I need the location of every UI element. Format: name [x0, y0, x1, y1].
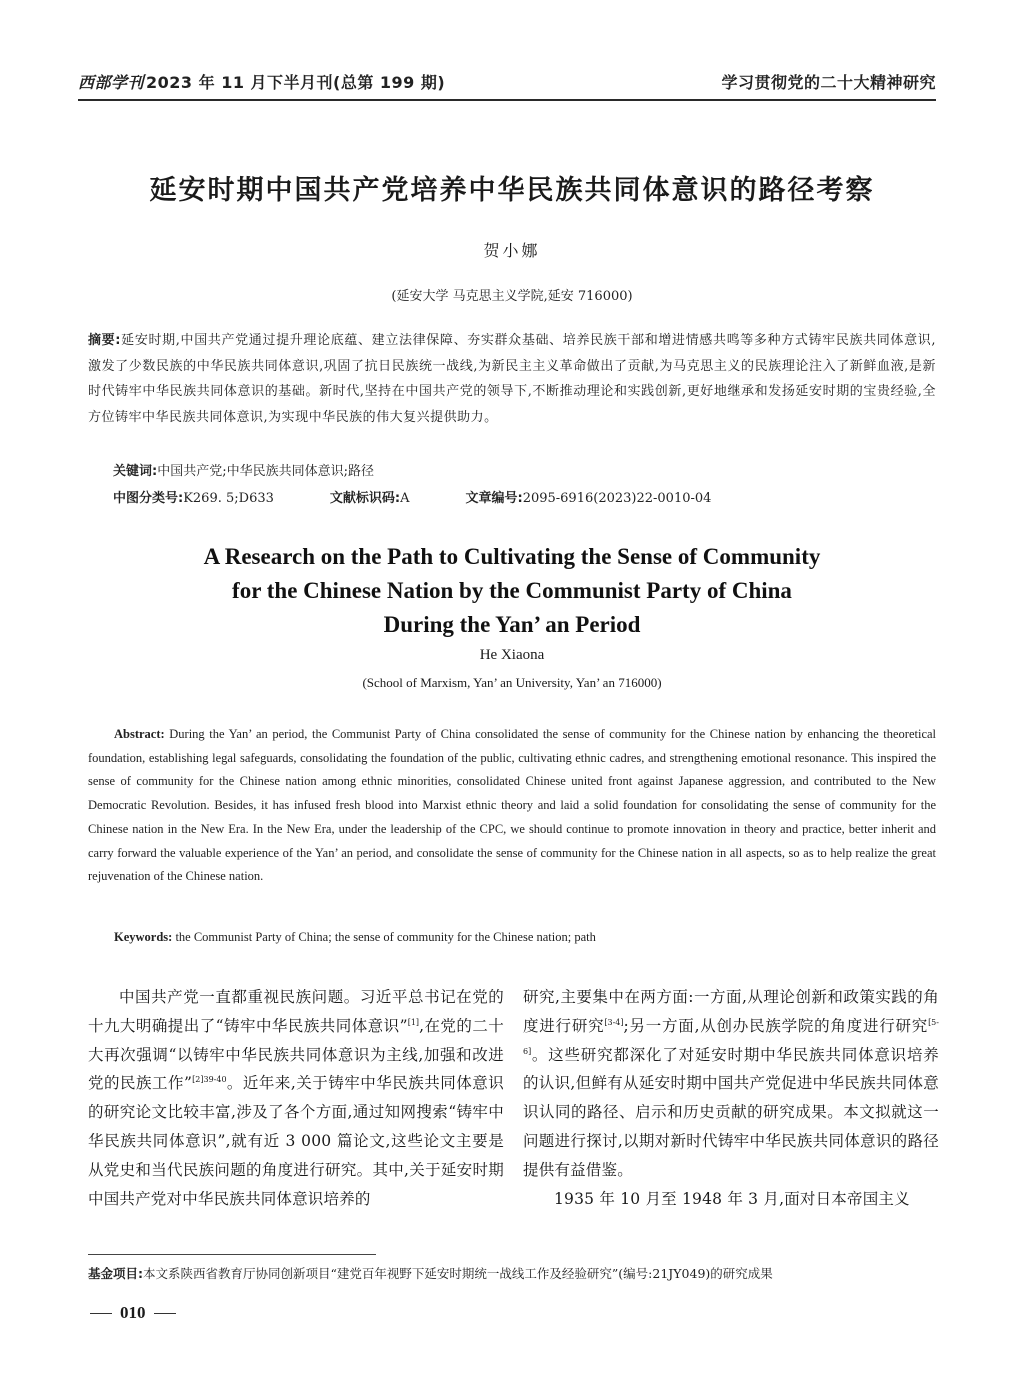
body-text: ;另一方面,从创办民族学院的角度进行研究: [623, 1016, 929, 1035]
page-number-dash: [154, 1313, 176, 1314]
body-text: 研究,主要集中在两方面:一方面,从理论创新和政策实践的角度进行研究: [523, 988, 939, 1035]
chinese-title: 延安时期中国共产党培养中华民族共同体意识的路径考察: [149, 175, 875, 206]
clc-value: K269. 5;D633: [183, 491, 274, 506]
header-rule: [78, 99, 936, 101]
english-keywords-text: the Communist Party of China; the sense of community for the Chinese nation; path: [175, 930, 596, 944]
footnote-text: 本文系陕西省教育厅协同创新项目“建党百年视野下延安时期统一战线工作及经验研究”(编号:21JY049)的研究成果: [143, 1266, 773, 1281]
page-number-dash: [90, 1313, 112, 1314]
document-code: [330, 487, 410, 506]
issue-info: 2023 年 11 月下半月刊(总第 199 期): [146, 73, 446, 92]
running-header: [78, 70, 936, 93]
chinese-keywords-label: 关键词:: [113, 464, 158, 479]
page-number-value: 010: [120, 1303, 146, 1322]
footnote-rule: [88, 1254, 376, 1255]
footnote: [88, 1264, 936, 1282]
body-text: ,在党的二十大再次强调“以铸牢中华民族共同体意识为主线,加强和改进党的民族工作”: [88, 1016, 504, 1093]
column-title: 学习贯彻党的二十大精神研究: [721, 73, 936, 92]
english-author: He Xiaona: [479, 647, 545, 663]
page-number: [90, 1303, 176, 1323]
english-title-line: During the Yan’ an Period: [383, 612, 641, 637]
article-number-label: 文章编号:: [465, 491, 523, 506]
english-keywords-label: Keywords:: [114, 930, 173, 944]
article-number: [465, 487, 711, 506]
clc-number: [113, 487, 274, 506]
citation: [2]39-40: [192, 1075, 227, 1085]
journal-issue: [78, 70, 445, 93]
body-text: 中国共产党一直都重视民族问题。习近平总书记在党的十九大明确提出了“铸牢中华民族共同体意识”: [88, 988, 504, 1035]
chinese-keywords-text: 中国共产党;中华民族共同体意识;路径: [157, 464, 374, 479]
chinese-abstract-label: 摘要:: [88, 333, 122, 348]
article-number-value: 2095-6916(2023)22-0010-04: [522, 491, 712, 506]
body-column-left: [88, 983, 504, 1213]
citation: [1]: [407, 1017, 420, 1027]
document-code-label: 文献标识码:: [329, 491, 401, 506]
english-title-line: for the Chinese Nation by the Communist Party of China: [232, 578, 792, 603]
document-code-value: A: [400, 491, 410, 506]
citation: [3-4]: [604, 1017, 624, 1027]
body-paragraph: [88, 983, 504, 1213]
chinese-abstract: [88, 328, 936, 430]
journal-name: 西部学刊: [78, 73, 145, 92]
citation: [5-6]: [523, 1017, 939, 1056]
chinese-abstract-text: 延安时期,中国共产党通过提升理论底蕴、建立法律保障、夯实群众基础、培养民族干部和增进情感共鸣等多种方式铸牢民族共同体意识,激发了少数民族的中华民族共同体意识,巩固了抗日民族统一战线,为新民主主义革命做出了贡献,为马克思主义的民族理论注入了新鲜血液,是新时代铸牢中华民族共同体意识的基础。新时代,坚持在中国共产党的领导下,不断推动理论和实践创新,更好地继承和发扬延安时期的宝贵经验,全方位铸牢中华民族共同体意识,为实现中华民族的伟大复兴提供助力。: [88, 333, 937, 425]
classification-line: [113, 487, 936, 506]
body-text: 。这些研究都深化了对延安时期中华民族共同体意识培养的认识,但鲜有从延安时期中国共产党促进中华民族共同体意识认同的路径、启示和历史贡献的研究成果。本文拟就这一问题进行探讨,以期对新时代铸牢中华民族共同体意识的路径提供有益借鉴。: [523, 1045, 939, 1179]
body-column-right: [523, 983, 939, 1213]
english-affiliation: (School of Marxism, Yan’ an University, Yan’ an 716000): [362, 675, 662, 690]
body-paragraph: 1935 年 10 月至 1948 年 3 月,面对日本帝国主义: [554, 1189, 910, 1208]
english-abstract: [88, 723, 936, 889]
english-title: [80, 540, 944, 642]
english-title-line: A Research on the Path to Cultivating the Sense of Community: [203, 544, 821, 569]
body-paragraph: [523, 983, 939, 1185]
chinese-keywords: [113, 460, 936, 479]
english-abstract-text: During the Yan’ an period, the Communist Party of China consolidated the sense of community for the Chinese nation by enhancing the theoretical foundation, establishing legal safeguards, consolidating the foundation of the public, cultivating ethnic cadres, and strengthening emotional resonance. This inspired the sense of community for the Chinese nation among ethnic minorities, consolidated Chinese united front against Japanese aggression, and contributed to the New Democratic Revolution. Besides, it has infused fresh blood into Marxist ethnic theory and laid a solid foundation for consolidating the sense of community for the Chinese nation in the New Era. In the New Era, under the leadership of the CPC, we should continue to promote innovation in theory and practice, better inherit and carry forward the valuable experience of the Yan’ an period, and consolidate the sense of community for the Chinese nation in all aspects, so as to help realize the great rejuvenation of the Chinese nation.: [88, 727, 937, 884]
footnote-label: 基金项目:: [88, 1266, 143, 1281]
english-abstract-label: Abstract:: [114, 727, 165, 741]
body-text: 。近年来,关于铸牢中华民族共同体意识的研究论文比较丰富,涉及了各个方面,通过知网搜索“铸牢中华民族共同体意识”,就有近 3 000 篇论文,这些论文主要是从党史和当代民族问题的角度进行研究。其中,关于延安时期中国共产党对中华民族共同体意识培养的: [88, 1074, 505, 1208]
clc-label: 中图分类号:: [113, 491, 184, 506]
chinese-author: 贺小娜: [483, 241, 541, 260]
chinese-affiliation: (延安大学 马克思主义学院,延安 716000): [391, 289, 633, 304]
english-keywords: [114, 930, 936, 945]
